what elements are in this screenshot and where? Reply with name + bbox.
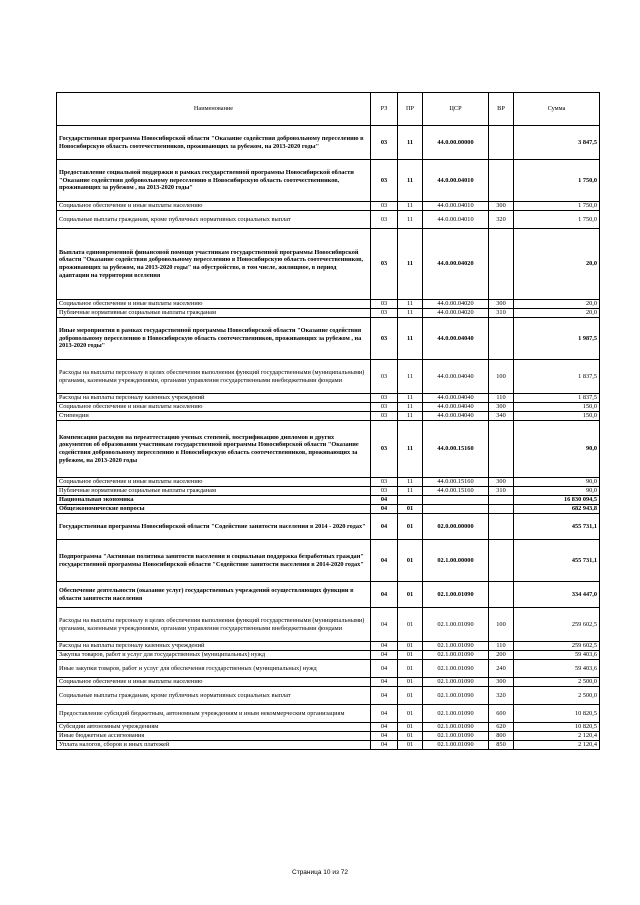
table-row [57, 421, 600, 478]
table-row [57, 651, 600, 660]
cell-rz: 04 [371, 505, 398, 514]
cell-pr: 01 [398, 608, 423, 642]
cell-pr: 01 [398, 741, 423, 750]
cell-pr: 11 [398, 412, 423, 421]
cell-name: Государственная программа Новосибирской области "Содействие занятости населения в 2014 - 2020 годах" [57, 514, 371, 540]
cell-name: Социальные выплаты гражданам, кроме публичных нормативных социальных выплат [57, 687, 371, 705]
table-row [57, 660, 600, 678]
cell-csr: 02.1.00.01090 [423, 642, 489, 651]
cell-csr: 02.1.00.01090 [423, 582, 489, 608]
cell-rz: 04 [371, 540, 398, 582]
cell-rz: 04 [371, 642, 398, 651]
table-row [57, 300, 600, 309]
cell-sum: 1 837,5 [514, 360, 600, 394]
cell-sum: 455 731,1 [514, 514, 600, 540]
table-row [57, 487, 600, 496]
cell-csr: 44.0.00.04010 [423, 160, 489, 202]
cell-vr: 320 [489, 211, 514, 229]
cell-pr: 11 [398, 487, 423, 496]
cell-name: Предоставление субсидий бюджетным, автономным учреждениям и иным некоммерческим организациям [57, 705, 371, 723]
cell-sum: 1 750,0 [514, 202, 600, 211]
cell-sum: 20,0 [514, 309, 600, 318]
table-row [57, 687, 600, 705]
header-rz: РЗ [371, 93, 398, 126]
cell-csr: 44.0.00.00000 [423, 126, 489, 160]
cell-vr: 340 [489, 412, 514, 421]
cell-csr: 44.0.00.04040 [423, 403, 489, 412]
cell-vr: 800 [489, 732, 514, 741]
cell-rz: 04 [371, 496, 398, 505]
table-row [57, 318, 600, 360]
cell-sum: 334 447,0 [514, 582, 600, 608]
table-row [57, 394, 600, 403]
cell-name: Уплата налогов, сборов и иных платежей [57, 741, 371, 750]
cell-vr [489, 582, 514, 608]
cell-pr: 11 [398, 394, 423, 403]
page-number: Страница 10 из 72 [292, 869, 348, 876]
cell-vr: 300 [489, 202, 514, 211]
table-row [57, 309, 600, 318]
cell-pr: 01 [398, 514, 423, 540]
cell-csr: 44.0.00.04040 [423, 318, 489, 360]
cell-name: Субсидии автономным учреждениям [57, 723, 371, 732]
table-row [57, 126, 600, 160]
cell-sum: 59 403,6 [514, 660, 600, 678]
cell-vr: 600 [489, 705, 514, 723]
table-row [57, 160, 600, 202]
table-row [57, 741, 600, 750]
cell-sum: 10 820,5 [514, 705, 600, 723]
cell-pr: 01 [398, 582, 423, 608]
cell-pr: 11 [398, 160, 423, 202]
cell-pr: 11 [398, 421, 423, 478]
cell-rz: 03 [371, 487, 398, 496]
cell-rz: 03 [371, 360, 398, 394]
budget-table [56, 92, 600, 750]
cell-vr [489, 514, 514, 540]
cell-sum: 20,0 [514, 300, 600, 309]
cell-vr: 110 [489, 642, 514, 651]
cell-name: Иные закупки товаров, работ и услуг для обеспечения государственных (муниципальных) нужд [57, 660, 371, 678]
cell-csr: 44.0.00.15160 [423, 487, 489, 496]
cell-sum: 1 987,5 [514, 318, 600, 360]
cell-pr: 01 [398, 651, 423, 660]
cell-rz: 04 [371, 678, 398, 687]
cell-csr: 02.1.00.01090 [423, 660, 489, 678]
table-row [57, 540, 600, 582]
cell-sum: 90,0 [514, 478, 600, 487]
cell-rz: 03 [371, 478, 398, 487]
cell-rz: 04 [371, 705, 398, 723]
cell-csr: 44.0.00.04020 [423, 229, 489, 300]
table-row [57, 211, 600, 229]
cell-name: Национальная экономика [57, 496, 371, 505]
cell-csr: 02.1.00.01090 [423, 732, 489, 741]
cell-sum: 259 602,5 [514, 608, 600, 642]
cell-pr: 11 [398, 126, 423, 160]
cell-csr: 02.1.00.01090 [423, 608, 489, 642]
cell-vr [489, 126, 514, 160]
cell-name: Иные бюджетные ассигнования [57, 732, 371, 741]
cell-sum: 150,0 [514, 403, 600, 412]
cell-csr: 44.0.00.15160 [423, 421, 489, 478]
cell-csr: 02.1.00.01090 [423, 705, 489, 723]
cell-rz: 03 [371, 160, 398, 202]
cell-pr: 01 [398, 723, 423, 732]
cell-pr: 11 [398, 211, 423, 229]
cell-sum: 10 820,5 [514, 723, 600, 732]
table-row [57, 202, 600, 211]
cell-name: Социальное обеспечение и иные выплаты населению [57, 403, 371, 412]
table-row [57, 678, 600, 687]
cell-pr: 11 [398, 229, 423, 300]
table-body [57, 126, 600, 750]
cell-vr: 300 [489, 678, 514, 687]
cell-sum: 259 602,5 [514, 642, 600, 651]
cell-vr [489, 160, 514, 202]
cell-name: Расходы на выплаты персоналу в целях обеспечения выполнения функций государственными (муниципальными) органами, казенными учреждениями, органами управления государственными внебюджетными фондами [57, 608, 371, 642]
cell-sum: 1 837,5 [514, 394, 600, 403]
cell-rz: 03 [371, 202, 398, 211]
cell-csr: 02.1.00.01090 [423, 723, 489, 732]
cell-sum: 1 750,0 [514, 211, 600, 229]
header-sum: Сумма [514, 93, 600, 126]
cell-pr: 01 [398, 732, 423, 741]
cell-rz: 03 [371, 211, 398, 229]
cell-rz: 03 [371, 229, 398, 300]
cell-vr [489, 421, 514, 478]
cell-vr: 850 [489, 741, 514, 750]
cell-sum: 2 120,4 [514, 741, 600, 750]
cell-name: Выплата единовременной финансовой помощи участникам государственной программы Новосибирской области "Оказание содействия добровольному переселению в Новосибирскую область соотечественников, проживающих за рубежом, на 2013-2020 годы" на обустройство, в том числе, жилищное, в период адаптации на территории вселения [57, 229, 371, 300]
cell-rz: 04 [371, 608, 398, 642]
cell-rz: 04 [371, 732, 398, 741]
cell-pr: 01 [398, 678, 423, 687]
cell-csr: 02.1.00.01090 [423, 687, 489, 705]
cell-sum: 1 750,0 [514, 160, 600, 202]
cell-rz: 03 [371, 318, 398, 360]
cell-pr: 01 [398, 540, 423, 582]
cell-csr: 44.0.00.15160 [423, 478, 489, 487]
cell-csr: 02.1.00.01090 [423, 651, 489, 660]
cell-vr: 310 [489, 487, 514, 496]
cell-pr: 11 [398, 403, 423, 412]
cell-pr: 01 [398, 705, 423, 723]
cell-name: Компенсация расходов на переаттестацию ученых степеней, нострификацию дипломов и других документов об образовании участникам государственной программы Новосибирской области "Оказание содействия добровольному переселению в Новосибирскую область соотечественников, проживающих за рубежом, на 2013-2020 годы [57, 421, 371, 478]
cell-sum: 455 731,1 [514, 540, 600, 582]
cell-name: Социальное обеспечение и иные выплаты населению [57, 678, 371, 687]
cell-name: Закупка товаров, работ и услуг для государственных (муниципальных) нужд [57, 651, 371, 660]
table-row [57, 360, 600, 394]
header-name: Наименование [57, 93, 371, 126]
cell-rz: 04 [371, 514, 398, 540]
header-csr: ЦСР [423, 93, 489, 126]
cell-name: Обеспечение деятельности (оказание услуг) государственных учреждений осуществляющих функции в области занятости населения [57, 582, 371, 608]
cell-name: Социальное обеспечение и иные выплаты населению [57, 300, 371, 309]
cell-pr [398, 496, 423, 505]
cell-csr: 44.0.00.04010 [423, 211, 489, 229]
cell-pr: 11 [398, 309, 423, 318]
cell-name: Расходы на выплаты персоналу казенных учреждений [57, 394, 371, 403]
cell-rz: 03 [371, 309, 398, 318]
cell-vr: 300 [489, 478, 514, 487]
cell-vr: 240 [489, 660, 514, 678]
cell-rz: 03 [371, 394, 398, 403]
cell-name: Социальные выплаты гражданам, кроме публичных нормативных социальных выплат [57, 211, 371, 229]
table-row [57, 496, 600, 505]
cell-rz: 04 [371, 723, 398, 732]
cell-vr: 100 [489, 360, 514, 394]
cell-csr: 44.0.00.04010 [423, 202, 489, 211]
cell-csr: 44.0.00.04020 [423, 300, 489, 309]
cell-sum: 682 943,8 [514, 505, 600, 514]
cell-sum: 2 500,0 [514, 687, 600, 705]
cell-name: Стипендии [57, 412, 371, 421]
cell-pr: 01 [398, 660, 423, 678]
cell-pr: 11 [398, 318, 423, 360]
cell-sum: 2 500,0 [514, 678, 600, 687]
cell-vr: 310 [489, 309, 514, 318]
cell-csr: 02.0.00.00000 [423, 514, 489, 540]
cell-name: Публичные нормативные социальные выплаты гражданам [57, 309, 371, 318]
cell-name: Публичные нормативные социальные выплаты гражданам [57, 487, 371, 496]
cell-vr: 300 [489, 403, 514, 412]
table-row [57, 478, 600, 487]
table-row [57, 505, 600, 514]
cell-rz: 03 [371, 126, 398, 160]
table-row [57, 412, 600, 421]
cell-rz: 03 [371, 412, 398, 421]
table-row [57, 723, 600, 732]
cell-pr: 01 [398, 642, 423, 651]
cell-csr: 44.0.00.04020 [423, 309, 489, 318]
cell-pr: 01 [398, 687, 423, 705]
cell-sum: 59 403,6 [514, 651, 600, 660]
cell-vr [489, 540, 514, 582]
header-pr: ПР [398, 93, 423, 126]
cell-name: Подпрограмма "Активная политика занятости населения и социальная поддержка безработных граждан" государственной программы Новосибирской области "Содействие занятости населения в 2014-2020 годах" [57, 540, 371, 582]
cell-name: Расходы на выплаты персоналу казенных учреждений [57, 642, 371, 651]
cell-pr: 11 [398, 360, 423, 394]
cell-vr [489, 496, 514, 505]
table-row [57, 732, 600, 741]
table-row [57, 403, 600, 412]
cell-csr [423, 505, 489, 514]
cell-sum: 2 120,4 [514, 732, 600, 741]
cell-pr: 11 [398, 300, 423, 309]
table-header-row [57, 93, 600, 126]
cell-vr [489, 318, 514, 360]
cell-rz: 04 [371, 741, 398, 750]
cell-vr: 110 [489, 394, 514, 403]
cell-vr: 320 [489, 687, 514, 705]
cell-csr: 44.0.00.04040 [423, 394, 489, 403]
cell-rz: 03 [371, 403, 398, 412]
cell-csr: 02.1.00.00000 [423, 540, 489, 582]
cell-sum: 150,0 [514, 412, 600, 421]
cell-name: Социальное обеспечение и иные выплаты населению [57, 478, 371, 487]
cell-vr [489, 505, 514, 514]
cell-vr: 620 [489, 723, 514, 732]
cell-vr: 200 [489, 651, 514, 660]
cell-pr: 01 [398, 505, 423, 514]
cell-name: Иные мероприятия в рамках государственной программы Новосибирской области "Оказание содействия добровольному переселению в Новосибирскую область соотечественников, проживающих за рубежом , на 2013-2020 годы" [57, 318, 371, 360]
cell-rz: 03 [371, 421, 398, 478]
cell-csr: 02.1.00.01090 [423, 678, 489, 687]
cell-sum: 3 847,5 [514, 126, 600, 160]
cell-name: Социальное обеспечение и иные выплаты населению [57, 202, 371, 211]
cell-sum: 90,0 [514, 487, 600, 496]
cell-rz: 04 [371, 582, 398, 608]
cell-vr [489, 229, 514, 300]
cell-pr: 11 [398, 478, 423, 487]
table-row [57, 608, 600, 642]
table-row [57, 642, 600, 651]
cell-csr [423, 496, 489, 505]
table-row [57, 582, 600, 608]
table-row [57, 705, 600, 723]
cell-sum: 20,0 [514, 229, 600, 300]
cell-rz: 04 [371, 687, 398, 705]
cell-rz: 04 [371, 660, 398, 678]
cell-name: Расходы на выплаты персоналу в целях обеспечения выполнения функций государственными (муниципальными) органами, казенными учреждениями, органами управления государственными внебюджетными фондами [57, 360, 371, 394]
cell-csr: 44.0.00.04040 [423, 412, 489, 421]
cell-rz: 03 [371, 300, 398, 309]
cell-csr: 02.1.00.01090 [423, 741, 489, 750]
cell-csr: 44.0.00.04040 [423, 360, 489, 394]
header-vr: ВР [489, 93, 514, 126]
cell-name: Общеэкономические вопросы [57, 505, 371, 514]
cell-pr: 11 [398, 202, 423, 211]
table-row [57, 229, 600, 300]
table-row [57, 514, 600, 540]
cell-sum: 90,0 [514, 421, 600, 478]
cell-name: Государственная программа Новосибирской области "Оказание содействия добровольному переселению в Новосибирскую область соотечественников, проживающих за рубежом, на 2013-2020 годы" [57, 126, 371, 160]
cell-rz: 04 [371, 651, 398, 660]
cell-sum: 16 830 094,5 [514, 496, 600, 505]
cell-vr: 300 [489, 300, 514, 309]
cell-name: Предоставление социальной поддержки в рамках государственной программы Новосибирской области "Оказание содействия добровольному переселению в Новосибирскую область соотечественников, проживающих за рубежом , на 2013-2020 годы" [57, 160, 371, 202]
cell-vr: 100 [489, 608, 514, 642]
